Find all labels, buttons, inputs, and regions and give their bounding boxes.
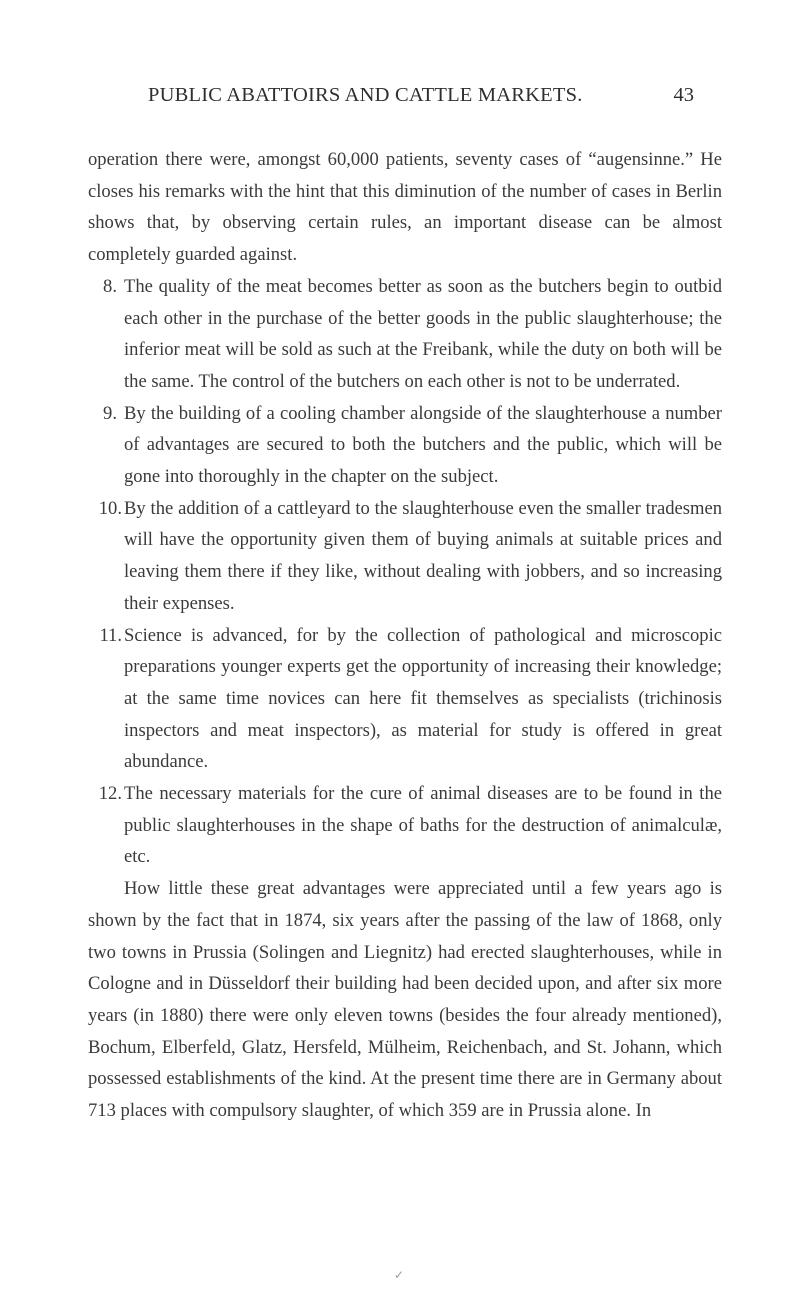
body-text xyxy=(88,144,722,1127)
item-text: The necessary materials for the cure of animal diseases are to be found in the public slaughterhouses in the shape of baths for the destruction of animalculæ, etc. xyxy=(124,783,722,868)
stray-ink-mark: ✓ xyxy=(394,1268,405,1282)
running-title: PUBLIC ABATTOIRS AND CATTLE MARKETS. xyxy=(148,84,583,106)
list-item-10 xyxy=(88,493,722,620)
item-number: 12. xyxy=(98,783,122,805)
item-text: The quality of the meat becomes better as soon as the butchers begin to outbid each other in the purchase of the better goods in the public slaughterhouse; the inferior meat will be sold as such at the Freibank, while the duty on both will be the same. The control of the butchers on each other is not to be underrated. xyxy=(124,275,722,392)
item-text: Science is advanced, for by the collection of pathological and microscopic preparations younger experts get the opportunity of increasing their knowledge; at the same time novices can here fit themselves as specialists (trichinosis inspectors and meat inspectors), as material for study is offered in great abundance. xyxy=(124,624,722,773)
item-number: 11. xyxy=(99,624,122,646)
item-text: By the addition of a cattleyard to the slaughterhouse even the smaller tradesmen will have the opportunity given them of buying animals at suitable prices and leaving them there if they like, without dealing with jobbers, and so increasing their expenses. xyxy=(124,497,722,614)
item-number: 9. xyxy=(103,402,117,424)
item-text: By the building of a cooling chamber alongside of the slaughterhouse a number of advantages are secured to both the butchers and the public, which will be gone into thoroughly in the chapter on the subject. xyxy=(124,402,722,488)
list-item-8 xyxy=(88,271,722,398)
list-item-9 xyxy=(88,398,722,493)
list-item-12 xyxy=(88,778,722,873)
closing-paragraph: How little these great advantages were appreciated until a few years ago is shown by the fact that in 1874, six years after the passing of the law of 1868, only two towns in Prussia (Solingen and Liegnitz) had erected slaughterhouses, while in Cologne and in Düsseldorf their building had been decided upon, and after six more years (in 1880) there were only eleven towns (besides the four already mentioned), Bochum, Elberfeld, Glatz, Hersfeld, Mülheim, Reichenbach, and St. Johann, which possessed establishments of the kind. At the present time there are in Germany about 713 places with compulsory slaughter, of which 359 are in Prussia alone. In xyxy=(88,878,722,1122)
intro-paragraph: operation there were, amongst 60,000 patients, seventy cases of “augensinne.” He closes his remarks with the hint that this diminution of the number of cases in Berlin shows that, by observing certain rules, an important disease can be almost completely guarded against. xyxy=(88,149,722,266)
item-number: 8. xyxy=(103,275,117,297)
list-item-11 xyxy=(88,620,722,779)
running-head xyxy=(148,84,694,114)
item-number: 10. xyxy=(98,497,122,519)
page-number: 43 xyxy=(673,84,694,106)
